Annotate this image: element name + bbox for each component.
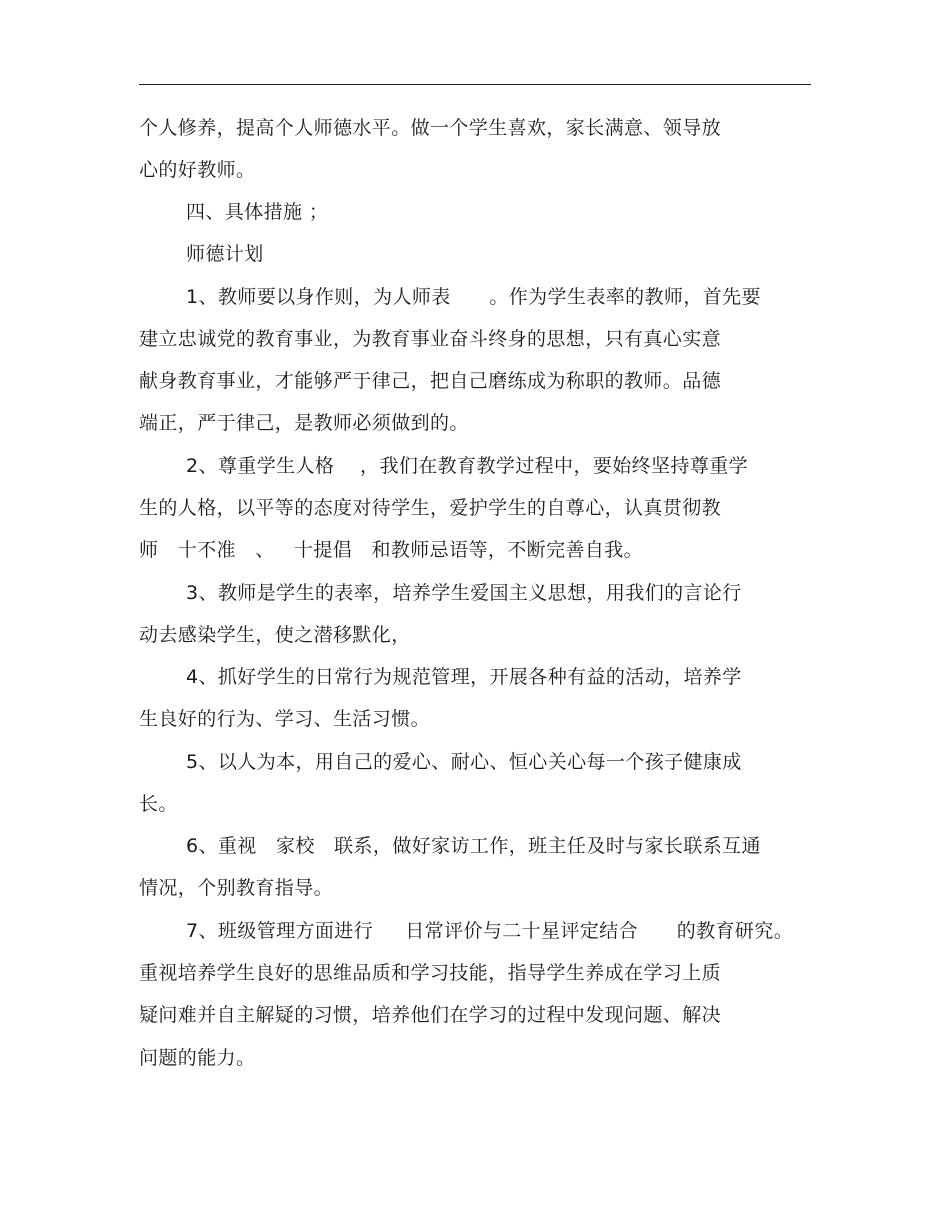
- text-line: 长。: [139, 793, 178, 815]
- header-rule: [139, 84, 811, 85]
- text-line: 动去感染学生，使之潜移默化，: [139, 624, 411, 646]
- text-line: 7、班级管理方面进行 日常评价与二十星评定结合 的教育研究。: [186, 920, 794, 942]
- text-line: 2、尊重学生人格 ，我们在教育教学过程中，要始终坚持尊重学: [186, 455, 749, 477]
- text-line: 师 十不准 、 十提倡 和教师忌语等，不断完善自我。: [139, 539, 644, 561]
- text-line: 3、教师是学生的表率，培养学生爱国主义思想，用我们的言论行: [186, 582, 742, 604]
- text-line: 生的人格，以平等的态度对待学生，爱护学生的自尊心，认真贯彻教: [139, 497, 722, 519]
- text-line: 献身教育事业，才能够严于律己，把自己磨练成为称职的教师。品德: [139, 370, 722, 392]
- subsection-heading: 师德计划: [186, 243, 264, 265]
- text-line: 建立忠诚党的教育事业，为教育事业奋斗终身的思想，只有真心实意: [139, 328, 722, 350]
- section-heading: 四、具体措施 ；: [186, 201, 329, 223]
- text-line: 5、以人为本，用自己的爱心、耐心、恒心关心每一个孩子健康成: [186, 751, 742, 773]
- text-line: 6、重视 家校 联系，做好家访工作，班主任及时与家长联系互通: [186, 835, 761, 857]
- text-line: 生良好的行为、学习、生活习惯。: [139, 708, 431, 730]
- text-line: 4、抓好学生的日常行为规范管理，开展各种有益的活动，培养学: [186, 666, 742, 688]
- text-line: 心的好教师。: [139, 159, 256, 181]
- text-line: 疑问难并自主解疑的习惯，培养他们在学习的过程中发现问题、解决: [139, 1004, 722, 1026]
- text-line: 个人修养，提高个人师德水平。做一个学生喜欢，家长满意、领导放: [139, 117, 722, 139]
- text-line: 端正，严于律己，是教师必须做到的。: [139, 412, 469, 434]
- text-line: 情况，个别教育指导。: [139, 877, 334, 899]
- text-line: 重视培养学生良好的思维品质和学习技能，指导学生养成在学习上质: [139, 962, 722, 984]
- text-line: 1、教师要以身作则，为人师表 。作为学生表率的教师，首先要: [186, 286, 761, 308]
- text-line: 问题的能力。: [139, 1047, 256, 1069]
